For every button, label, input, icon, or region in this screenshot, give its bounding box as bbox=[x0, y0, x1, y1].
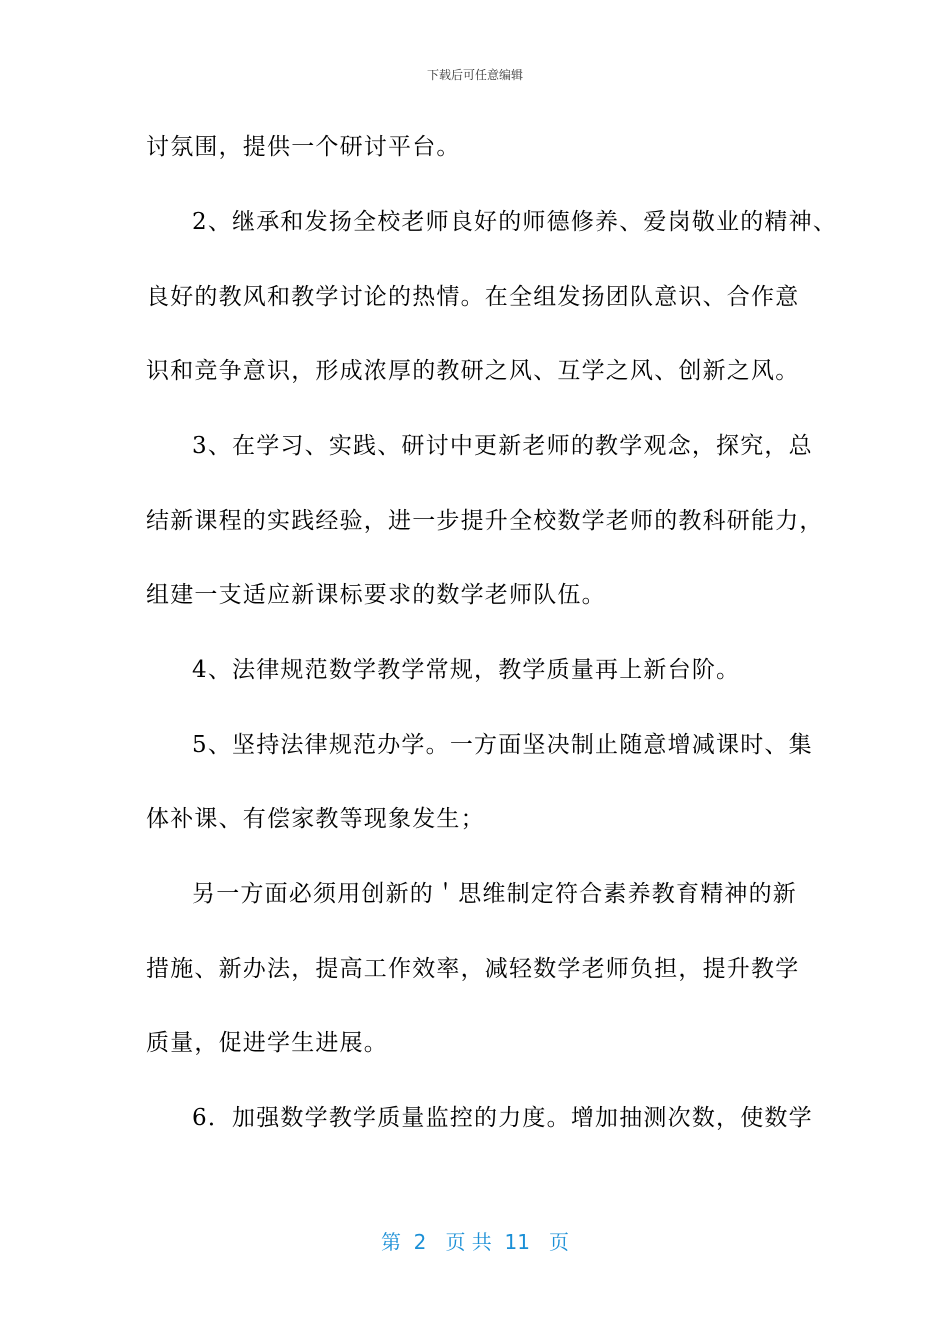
text-line-2: 2、继承和发扬全校老师良好的师德修养、爱岗敬业的精神、 bbox=[192, 209, 838, 235]
text-line-12: 措施、新办法，提高工作效率，减轻数学老师负担，提升教学 bbox=[146, 956, 800, 982]
text-line-7: 组建一支适应新课标要求的数学老师队伍。 bbox=[146, 582, 606, 608]
text-line-5: 3、在学习、实践、研讨中更新老师的教学观念，探究，总 bbox=[192, 433, 813, 459]
text-line-8: 4、法律规范数学教学常规，教学质量再上新台阶。 bbox=[192, 657, 741, 683]
text-line-4: 识和竞争意识，形成浓厚的教研之风、互学之风、创新之风。 bbox=[146, 358, 800, 384]
text-line-10: 体补课、有偿家教等现象发生； bbox=[146, 806, 485, 832]
text-line-11: 另一方面必须用创新的＇思维制定符合素养教育精神的新 bbox=[192, 881, 797, 907]
page-header: 下载后可任意编辑 bbox=[426, 68, 523, 82]
text-line-13: 质量，促进学生进展。 bbox=[146, 1030, 388, 1056]
text-line-9: 5、坚持法律规范办学。一方面坚决制止随意增减课时、集 bbox=[192, 732, 813, 758]
text-line-3: 良好的教风和教学讨论的热情。在全组发扬团队意识、合作意 bbox=[146, 284, 800, 310]
text-line-6: 结新课程的实践经验，进一步提升全校数学老师的教科研能力， bbox=[146, 508, 824, 534]
text-line-14: 6．加强数学教学质量监控的力度。增加抽测次数，使数学 bbox=[192, 1105, 813, 1131]
text-line-1: 讨氛围，提供一个研讨平台。 bbox=[146, 134, 461, 160]
page-footer: 第 2 页 共 11 页 bbox=[380, 1230, 570, 1254]
